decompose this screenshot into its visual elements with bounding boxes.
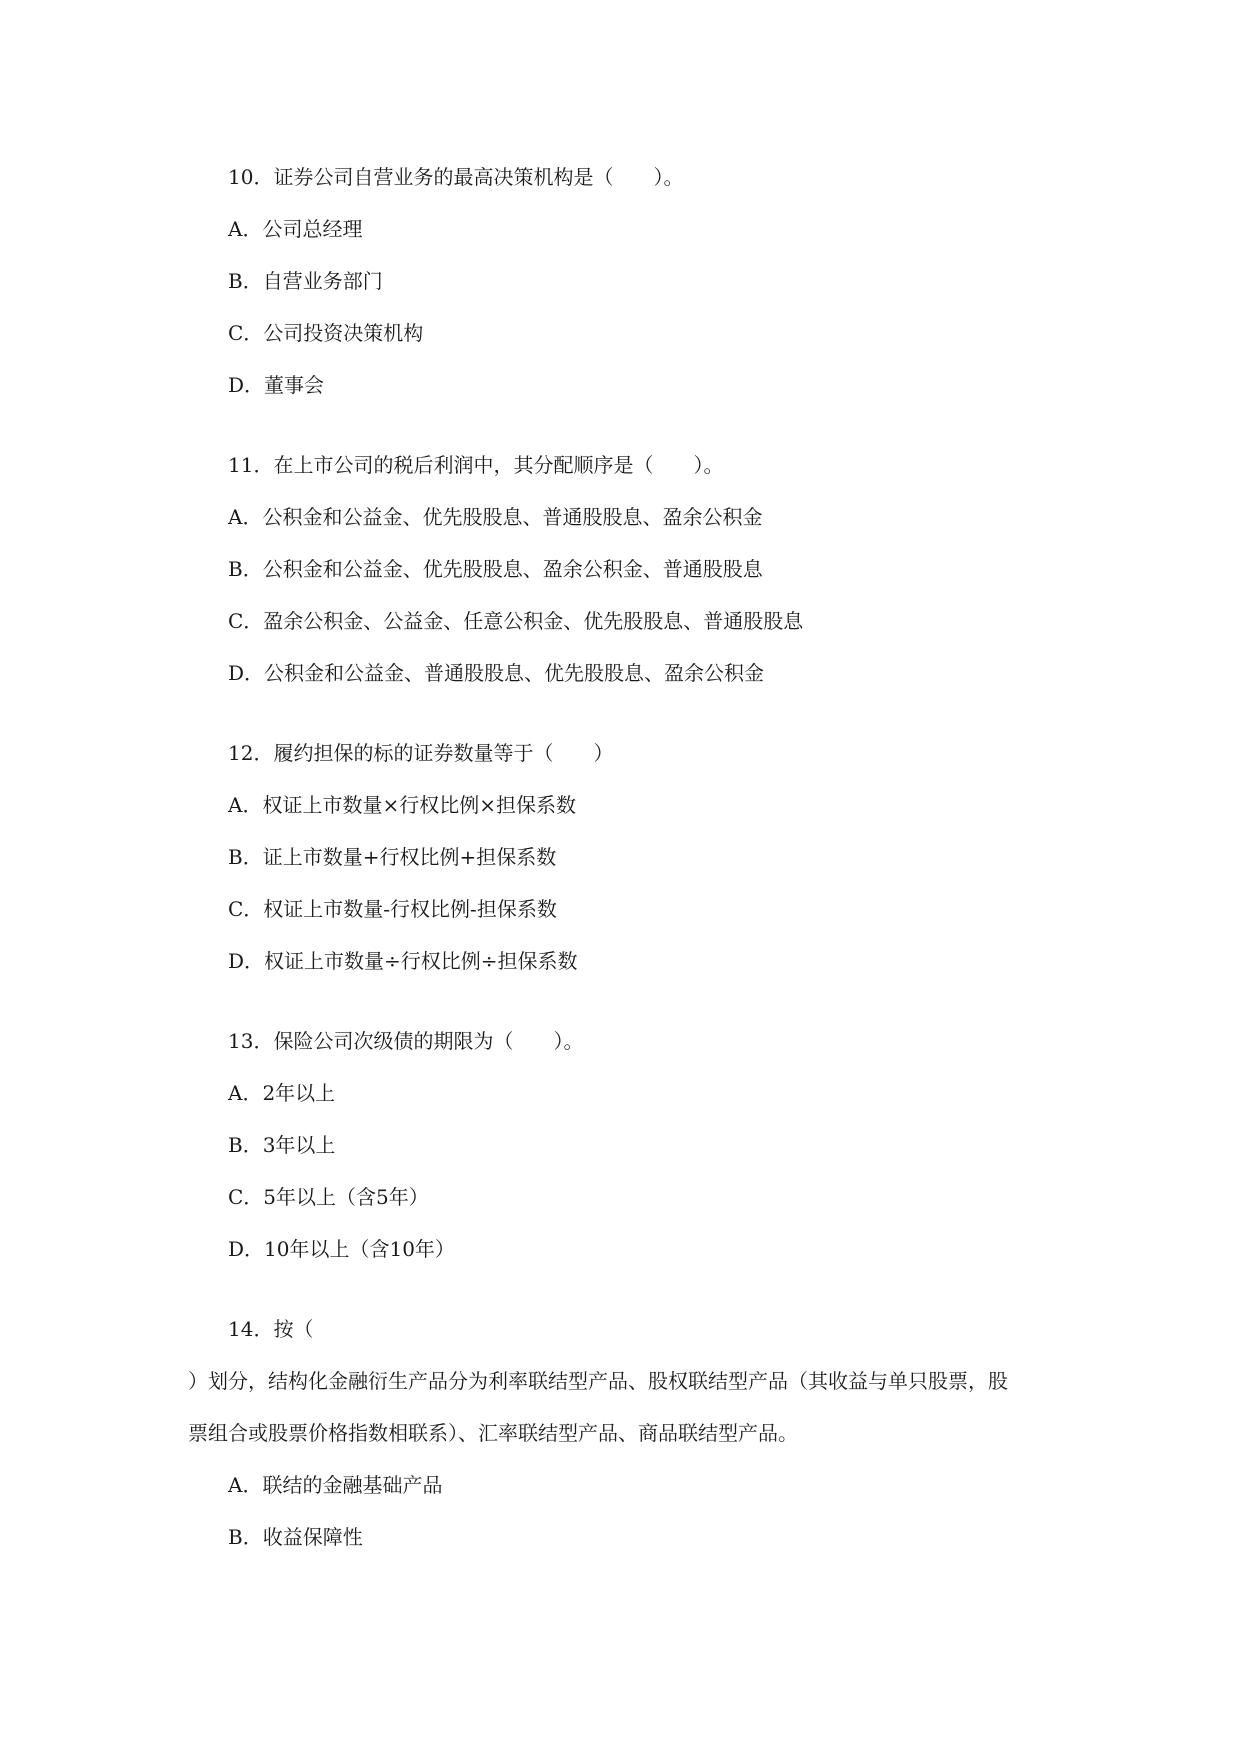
- question-14-option-a: A．联结的金融基础产品: [228, 1473, 443, 1497]
- question-13-stem: 13．保险公司次级债的期限为（ ）。: [228, 1029, 584, 1053]
- question-13-option-d: D．10年以上（含10年）: [228, 1237, 455, 1261]
- question-11-option-a: A．公积金和公益金、优先股股息、普通股股息、盈余公积金: [228, 505, 763, 529]
- question-12-option-d: D．权证上市数量÷行权比例÷担保系数: [228, 949, 578, 973]
- question-14-option-b: B．收益保障性: [228, 1525, 363, 1549]
- question-13-option-c: C．5年以上（含5年）: [228, 1185, 429, 1209]
- question-11-option-d: D．公积金和公益金、普通股股息、优先股股息、盈余公积金: [228, 661, 765, 685]
- question-14-stem: 14．按（: [228, 1317, 314, 1341]
- question-10-option-b: B．自营业务部门: [228, 269, 383, 293]
- question-12-option-c: C．权证上市数量-行权比例-担保系数: [228, 897, 557, 921]
- question-14-stem-continued-1: ）划分，结构化金融衍生产品分为利率联结型产品、股权联结型产品（其收益与单只股票，股: [188, 1369, 1008, 1393]
- question-11-option-b: B．公积金和公益金、优先股股息、盈余公积金、普通股股息: [228, 557, 763, 581]
- question-12-stem: 12．履约担保的标的证券数量等于（ ）: [228, 741, 614, 765]
- question-13-option-b: B．3年以上: [228, 1133, 336, 1157]
- question-14-stem-continued-2: 票组合或股票价格指数相联系）、汇率联结型产品、商品联结型产品。: [188, 1421, 798, 1445]
- question-10-stem: 10．证券公司自营业务的最高决策机构是（ ）。: [228, 165, 684, 189]
- question-11-option-c: C．盈余公积金、公益金、任意公积金、优先股股息、普通股股息: [228, 609, 804, 633]
- question-12-option-b: B．证上市数量+行权比例+担保系数: [228, 845, 557, 869]
- question-10-option-c: C．公司投资决策机构: [228, 321, 424, 345]
- question-10-option-d: D．董事会: [228, 373, 325, 397]
- question-11-stem: 11．在上市公司的税后利润中，其分配顺序是（ ）。: [228, 453, 724, 477]
- question-10-option-a: A．公司总经理: [228, 217, 363, 241]
- question-12-option-a: A．权证上市数量×行权比例×担保系数: [228, 793, 576, 817]
- question-13-option-a: A．2年以上: [228, 1081, 336, 1105]
